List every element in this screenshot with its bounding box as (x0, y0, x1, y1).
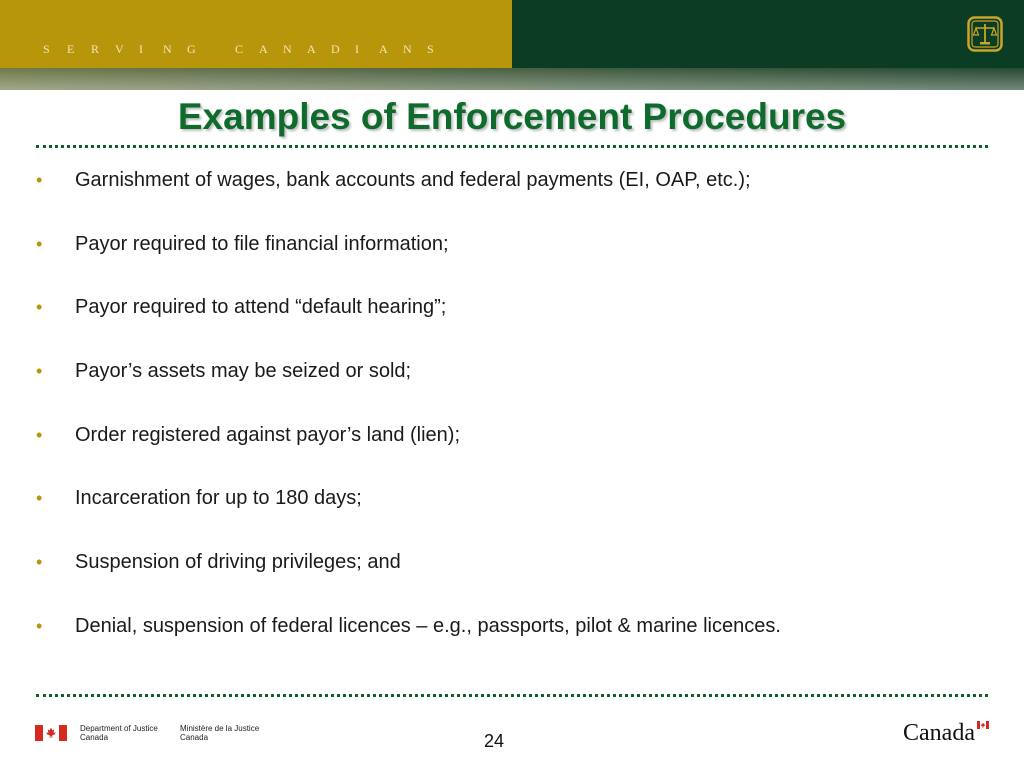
banner-green-panel (512, 0, 1024, 68)
tagline-letter: N (403, 42, 412, 56)
list-item (36, 227, 996, 291)
bullet-text: Order registered against payor’s land (lien); (75, 423, 461, 446)
bullet-text: Incarceration for up to 180 days; (75, 487, 362, 510)
list-item (36, 609, 996, 673)
page-number-text: 24 (483, 731, 505, 751)
tagline-letter: R (91, 42, 100, 56)
bullet-text: Payor required to attend “default hearing”; (75, 296, 447, 319)
list-item (36, 481, 996, 545)
slide-title: Examples of Enforcement Procedures (177, 96, 847, 137)
canada-wordmark: Canada (903, 720, 975, 746)
tagline-letter: N (163, 42, 172, 56)
bullet-icon: • (36, 297, 43, 318)
tagline-letter: D (331, 42, 340, 56)
bullet-icon: • (36, 233, 43, 254)
bullet-icon: • (36, 424, 43, 445)
wordmark-flag-icon (977, 721, 989, 729)
department-fr-line1: Ministère de la Justice (180, 724, 260, 733)
tagline-letter: C (235, 42, 244, 56)
list-item (36, 290, 996, 354)
scales-of-justice-icon (967, 16, 1003, 52)
bullet-text: Suspension of driving privileges; and (75, 551, 401, 574)
department-en-line2: Canada (80, 733, 109, 742)
list-item (36, 163, 996, 227)
tagline-letter: N (283, 42, 292, 56)
tagline-letter: A (259, 42, 268, 56)
bullet-text: Payor required to file financial information; (75, 232, 449, 255)
list-item (36, 418, 996, 482)
tagline-letter: I (139, 42, 143, 56)
bullet-icon: • (36, 552, 43, 573)
serving-canadians-tagline (31, 27, 451, 72)
list-item (36, 545, 996, 609)
department-en-line1: Department of Justice (80, 724, 158, 733)
footer-divider (36, 694, 988, 697)
tagline-letter: E (67, 42, 75, 56)
bullet-icon: • (36, 361, 43, 382)
tagline-letter: V (115, 42, 124, 56)
tagline-letter: G (187, 42, 196, 56)
department-fr-line2: Canada (180, 733, 209, 742)
bullet-icon: • (36, 170, 43, 190)
bullet-text: Denial, suspension of federal licences – e.g., passports, pilot & marine licences. (75, 614, 781, 637)
bullet-text: Payor’s assets may be seized or sold; (75, 360, 412, 383)
list-item (36, 354, 996, 418)
header-banner (0, 0, 1024, 90)
bullet-icon: • (36, 488, 43, 509)
tagline-letter: A (307, 42, 316, 56)
tagline-letter: A (379, 42, 388, 56)
bullet-list (36, 163, 996, 673)
bullet-text: Garnishment of wages, bank accounts and federal payments (EI, OAP, etc.); (75, 169, 751, 191)
title-divider (36, 145, 988, 148)
bullet-icon: • (36, 615, 43, 636)
page-number (0, 731, 1024, 752)
tagline-space (211, 42, 235, 57)
tagline-letter: S (427, 42, 434, 56)
tagline-letter: S (43, 42, 50, 56)
tagline-letter: I (355, 42, 359, 56)
